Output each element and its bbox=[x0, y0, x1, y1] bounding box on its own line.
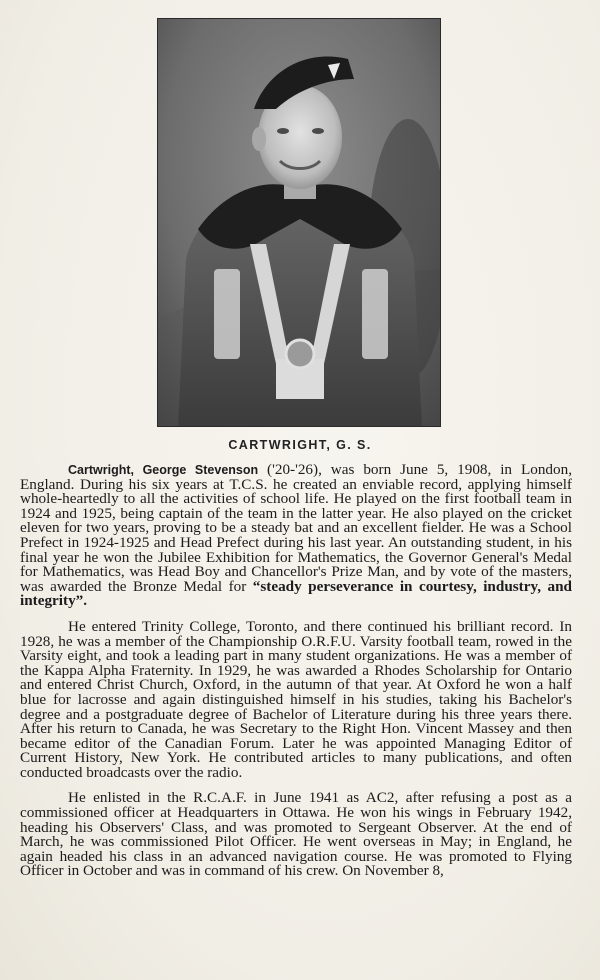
photo-caption: CARTWRIGHT, G. S. bbox=[228, 438, 372, 452]
paragraph-military bbox=[20, 791, 572, 879]
medal-citation: “steady perseverance in courtesy, industry, and integrity”. bbox=[20, 577, 572, 610]
biography-text bbox=[20, 463, 572, 879]
paragraph-university bbox=[20, 617, 572, 781]
paragraph-body: He entered Trinity College, Toronto, and there continued his brilliant record. In 1928, he was a member of the Championship O.R.F.U. Varsity football team, rowed in the Varsity eight, and took a leading part in many student organizations. He was a member of the Kappa Alpha Fraternity. In 1929, he was awarded a Rhodes Scholarship for Ontario and entered Christ Church, Oxford, in the autumn of that year. At Oxford he won a half blue for lacrosse and again distinguished himself in his studies, taking his Bachelor's degree and a postgraduate degree of Bachelor of Literature during his three years there. After his return to Canada, he was Secretary to the Right Hon. Vincent Massey and then became editor of the Canadian Forum. Later he was appointed Managing Editor of Current History, New York. He contributed articles to many publications, and often conducted broadcasts over the radio. bbox=[20, 617, 572, 781]
paragraph-early-life bbox=[20, 463, 572, 609]
subject-name: Cartwright, George Stevenson bbox=[68, 463, 259, 477]
paragraph-body: He enlisted in the R.C.A.F. in June 1941 as AC2, after refusing a post as a commissioned officer at Headquarters in Ottawa. He won his wings in February 1942, heading his Observers' Class, and was promoted to Sergeant Observer. At the end of March, he was commissioned Pilot Officer. He went overseas in May; in England, he again headed his class in an advanced navigation course. He was promoted to Flying Officer in October and was in command of his crew. On November 8, bbox=[20, 789, 572, 880]
portrait-photo bbox=[157, 18, 441, 427]
paragraph-body: ('20-'26), was born June 5, 1908, in London, England. During his six years at T.C.S. he created an enviable record, applying himself whole-heartedly to all the activities of school life. He played on the first football team in 1924 and 1925, being captain of the team in the latter year. He also played on the cricket eleven for two years, proving to be a steady bat and an excellent fielder. He was a School Prefect in 1924-1925 and Head Prefect during his last year. An outstanding student, in his final year he won the Jubilee Exhibition for Mathematics, the Governor General's Medal for Mathematics, was Head Boy and Chancellor's Prize Man, and by vote of the masters, was awarded the Bronze Medal for bbox=[20, 461, 572, 595]
